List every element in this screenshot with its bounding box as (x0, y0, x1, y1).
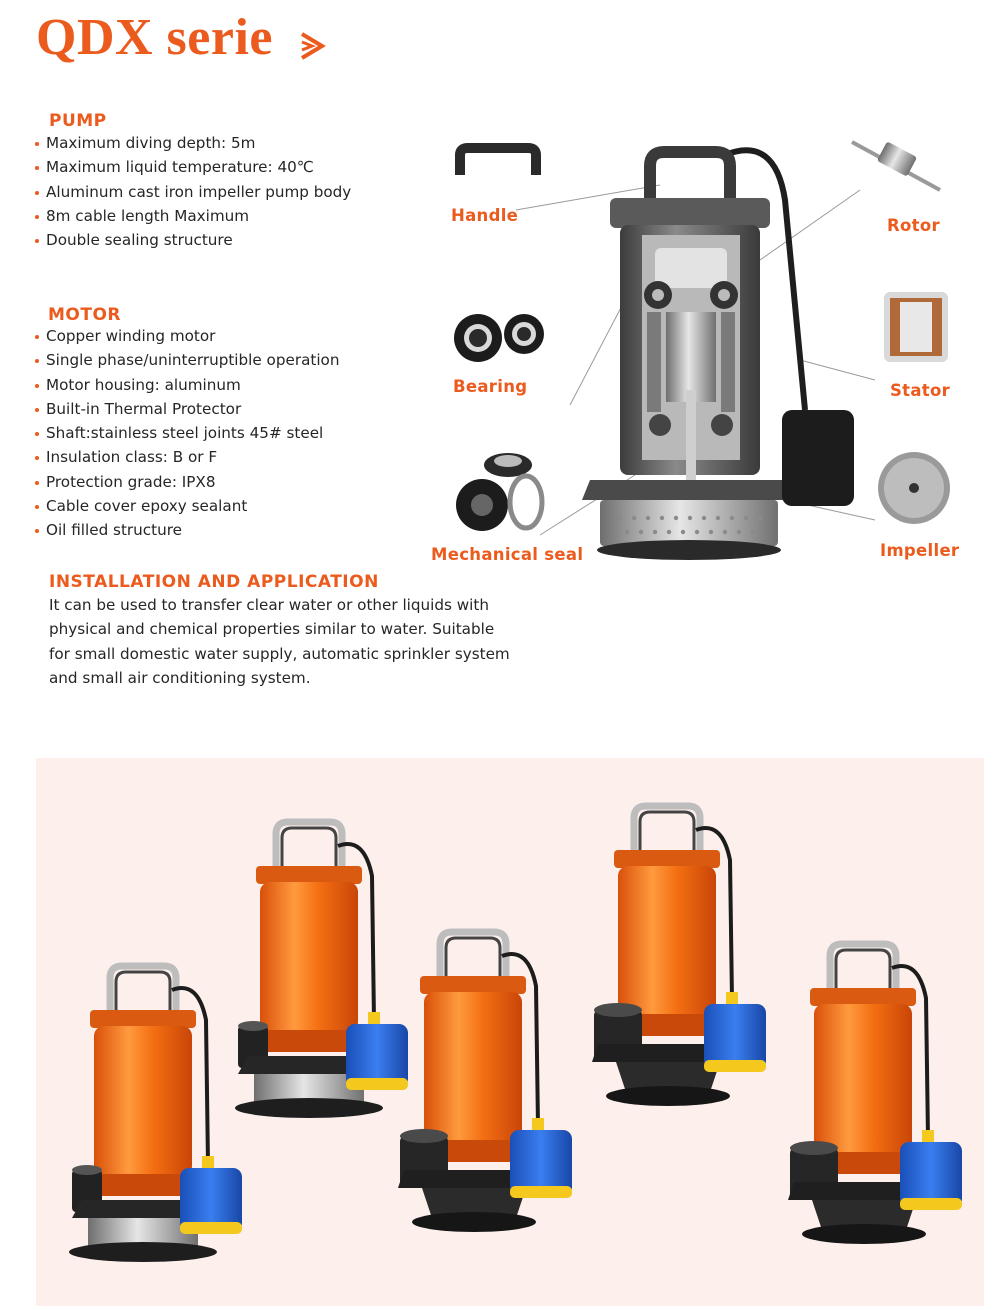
pump-handle-icon (650, 152, 730, 200)
list-item: Protection grade: IPX8 (34, 470, 339, 494)
installation-heading: INSTALLATION AND APPLICATION (49, 572, 379, 592)
list-item: Double sealing structure (34, 228, 351, 252)
product-gallery (36, 758, 984, 1306)
double-chevron-right-icon (298, 26, 328, 66)
installation-text (49, 593, 549, 691)
strainer-icon (600, 500, 778, 546)
pump-heading: PUMP (49, 111, 107, 131)
float-switch-icon (782, 410, 854, 506)
pump-product-image (592, 800, 792, 1120)
page-title: QDX serie (36, 9, 273, 66)
list-item: 8m cable length Maximum (34, 204, 351, 228)
motor-spec-list (34, 324, 339, 543)
pump-product-image (398, 926, 598, 1246)
rotor-core-icon (666, 312, 716, 402)
pump-spec-list (34, 131, 351, 252)
list-item: Cable cover epoxy sealant (34, 494, 339, 518)
installation-line: physical and chemical properties similar to water. Suitable (49, 620, 495, 639)
stator-part-icon (884, 292, 948, 362)
list-item: Shaft:stainless steel joints 45# steel (34, 421, 339, 445)
label-bearing: Bearing (453, 377, 528, 396)
list-item: Single phase/uninterruptible operation (34, 348, 339, 372)
list-item: Maximum liquid temperature: 40℃ (34, 155, 351, 179)
list-item: Oil filled structure (34, 518, 339, 542)
label-handle: Handle (451, 206, 519, 225)
list-item: Aluminum cast iron impeller pump body (34, 180, 351, 204)
label-impeller: Impeller (880, 541, 960, 560)
list-item: Maximum diving depth: 5m (34, 131, 351, 155)
mechanical-seal-part-icon (456, 453, 542, 531)
pump-cutaway-figure (420, 80, 1006, 600)
installation-line: and small air conditioning system. (49, 669, 311, 688)
label-mechanical-seal: Mechanical seal (431, 545, 584, 564)
installation-line: for small domestic water supply, automatic sprinkler system (49, 644, 510, 663)
rotor-part-icon (852, 141, 940, 190)
label-rotor: Rotor (887, 216, 940, 235)
list-item: Copper winding motor (34, 324, 339, 348)
label-stator: Stator (890, 381, 951, 400)
bearing-part-icon (454, 314, 544, 362)
pump-product-image (788, 938, 988, 1258)
list-item: Built-in Thermal Protector (34, 397, 339, 421)
handle-part-icon (460, 148, 536, 175)
list-item: Insulation class: B or F (34, 445, 339, 469)
list-item: Motor housing: aluminum (34, 373, 339, 397)
impeller-part-icon (878, 452, 950, 524)
installation-line: It can be used to transfer clear water or other liquids with (49, 596, 489, 614)
motor-heading: MOTOR (48, 305, 122, 325)
